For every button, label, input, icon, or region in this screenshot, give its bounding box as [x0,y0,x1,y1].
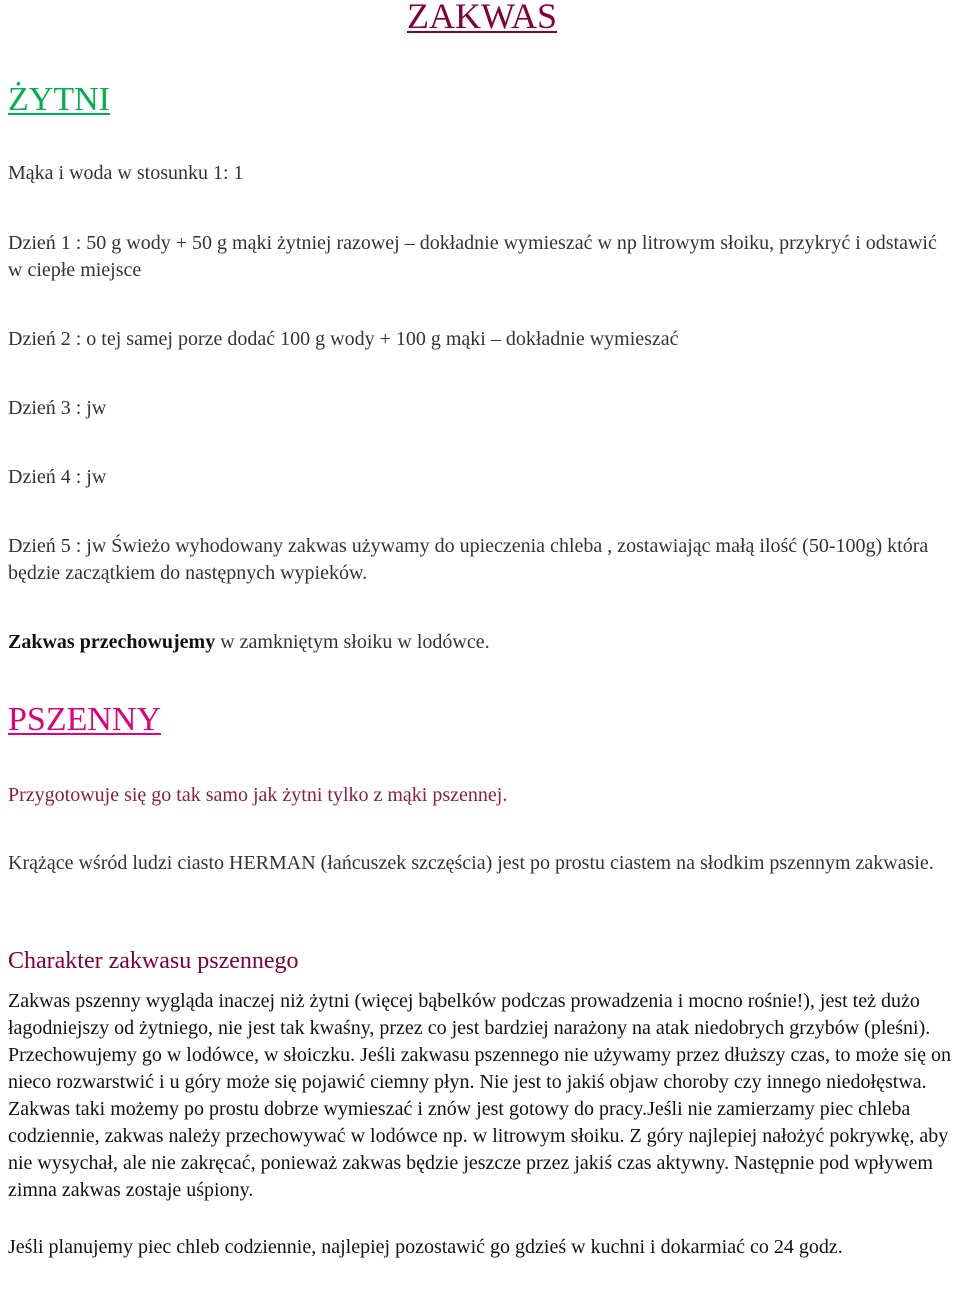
day-3-text: Dzień 3 : jw [8,397,107,419]
daily-text: Jeśli planujemy piec chleb codziennie, najlepiej pozostawić go gdzieś w kuchni i dokarmiać co 24 godz. [8,1236,843,1258]
day-2-text: Dzień 2 : o tej samej porze dodać 100 g wody + 100 g mąki – dokładnie wymieszać [8,328,679,350]
document-title: ZAKWAS [407,0,557,36]
day-1-text: Dzień 1 : 50 g wody + 50 g mąki żytniej razowej – dokładnie wymieszać w np litrowym słoiku, przykryć i odstawić w ciepłe miejsce [8,232,937,281]
prep-text: Przygotowuje się go tak samo jak żytni tylko z mąki pszennej. [8,784,508,806]
section-heading-pszenny: PSZENNY [8,701,162,738]
ratio-text: Mąka i woda w stosunku 1: 1 [8,162,244,184]
day-5-text: Dzień 5 : jw Świeżo wyhodowany zakwas używamy do upieczenia chleba , zostawiając małą ilość (50-100g) która będzie zaczątkiem do następnych wypieków. [8,535,929,584]
character-heading: Charakter zakwasu pszennego [8,948,299,974]
storage-rest-text: w zamkniętym słoiku w lodówce. [215,631,490,653]
herman-text: Krążące wśród ludzi ciasto HERMAN (łańcuszek szczęścia) jest po prostu ciastem na słodkim pszennym zakwasie. [8,852,934,874]
storage-bold-text: Zakwas przechowujemy [8,631,216,653]
character-text: Zakwas pszenny wygląda inaczej niż żytni (więcej bąbelków podczas prowadzenia i mocno rośnie!), jest też dużo łagodniejszy od żytniego, nie jest tak kwaśny, przez co jest bardziej narażony na atak niedobrych grzybów (pleśni). Przechowujemy go w lodówce, w słoiczku. Jeśli zakwasu pszennego nie używamy przez dłuższy czas, to może się on nieco rozwarstwić i u góry może się pojawić ciemny płyn. Nie jest to jakiś objaw choroby czy innego niedołęstwa. Zakwas taki możemy po prostu dobrze wymieszać i znów jest gotowy do pracy.Jeśli nie zamierzamy piec chleba codziennie, zakwas należy przechowywać w lodówce np. w litrowym słoiku. Z góry najlepiej nałożyć pokrywkę, aby nie wysychał, ale nie zakręcać, ponieważ zakwas będzie jeszcze przez jakiś czas aktywny. Następnie pod wpływem zimna zakwas zostaje uśpiony. [8,990,952,1201]
storage-text [8,629,956,656]
section-heading-zytni: ŻYTNI [8,81,110,118]
day-4-text: Dzień 4 : jw [8,466,107,488]
